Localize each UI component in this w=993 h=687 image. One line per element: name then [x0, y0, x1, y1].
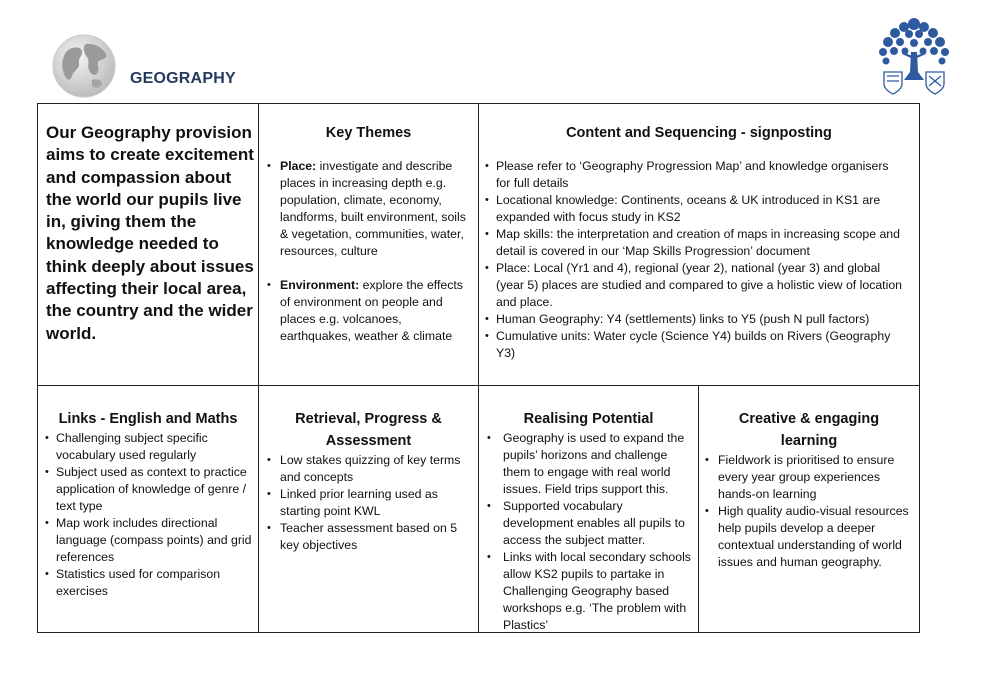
- list-item: [45, 515, 252, 566]
- bullet: •: [705, 454, 709, 466]
- list-item-text: Cumulative units: Water cycle (Science Y4) builds on Rivers (Geography Y3): [496, 329, 891, 360]
- list-item-text: Map skills: the interpretation and creation of maps in increasing scope and detail is covered in our ‘Map Skills Progression’ document: [496, 227, 900, 258]
- page-title: GEOGRAPHY: [130, 70, 236, 87]
- list-item-text: Subject used as context to practice application of knowledge of genre / text type: [56, 465, 247, 513]
- retrieval-list: [259, 452, 478, 554]
- list-item: [45, 464, 252, 515]
- bullet: •: [45, 517, 49, 529]
- list-item: [485, 260, 905, 311]
- list-item: [487, 549, 694, 634]
- list-item-text: Statistics used for comparison exercises: [56, 567, 221, 598]
- bullet: •: [705, 505, 709, 517]
- list-item: [267, 277, 472, 345]
- list-item: [485, 226, 905, 260]
- list-item: [485, 311, 905, 328]
- list-item-text: Locational knowledge: Continents, oceans & UK introduced in KS1 are expanded with focus study in KS2: [496, 193, 881, 224]
- bullet: •: [45, 466, 49, 478]
- list-item: [267, 486, 472, 520]
- bullet: •: [487, 500, 491, 512]
- bullet: •: [485, 313, 489, 325]
- content-sequencing-heading: Content and Sequencing - signposting: [566, 125, 832, 141]
- list-item-text: Please refer to ‘Geography Progression Map’ and knowledge organisers for full details: [496, 159, 889, 190]
- list-item: [705, 452, 913, 503]
- bullet: •: [267, 522, 271, 534]
- list-item: [267, 452, 472, 486]
- list-item-text: Human Geography: Y4 (settlements) links to Y5 (push N pull factors): [496, 312, 870, 326]
- list-item: [485, 158, 905, 192]
- theme-label: Environment:: [280, 278, 360, 292]
- list-item-text: Linked prior learning used as starting point KWL: [280, 487, 438, 518]
- bullet: •: [487, 551, 491, 563]
- list-item: [45, 566, 252, 600]
- potential-list: [479, 430, 698, 634]
- realising-potential-cell: [479, 408, 698, 634]
- list-item: [485, 192, 905, 226]
- bullet: •: [485, 228, 489, 240]
- content-sequencing-list: [479, 158, 919, 362]
- geography-overview-table: [37, 103, 920, 633]
- key-themes-list: [259, 158, 478, 345]
- list-item-text: Links with local secondary schools allow KS2 pupils to partake in Challenging Geography based workshops e.g. ‘The problem with Plastics’: [503, 550, 691, 632]
- list-item-text: Supported vocabulary development enables all pupils to access the subject matter.: [503, 499, 685, 547]
- list-item-text: Place: Local (Yr1 and 4), regional (year 2), national (year 3) and global (year 5) places are studied and compared to give a holistic view of location and place.: [496, 261, 903, 309]
- links-english-maths-cell: [38, 408, 258, 600]
- list-item-text: Geography is used to expand the pupils’ horizons and challenge them to engage with real world issues. Field trips support this.: [503, 431, 685, 496]
- list-item-text: High quality audio-visual resources help pupils develop a deeper contextual understanding of world issues and human geography.: [718, 504, 909, 569]
- bullet: •: [485, 160, 489, 172]
- creative-heading: Creative & engaging learning: [738, 411, 880, 449]
- bullet: •: [485, 194, 489, 206]
- list-item: [267, 520, 472, 554]
- retrieval-heading: Retrieval, Progress & Assessment: [295, 411, 442, 449]
- list-item: [705, 503, 913, 571]
- bullet: •: [267, 279, 271, 291]
- bullet: •: [487, 432, 491, 444]
- list-item-text: Fieldwork is prioritised to ensure every year group experiences hands-on learning: [718, 453, 895, 501]
- list-item: [45, 430, 252, 464]
- list-item-text: Teacher assessment based on 5 key objectives: [280, 521, 458, 552]
- list-item: [267, 158, 472, 260]
- globe-icon: [52, 34, 116, 98]
- theme-label: Place:: [280, 159, 317, 173]
- bullet: •: [485, 330, 489, 342]
- list-item-text: Map work includes directional language (compass points) and grid references: [56, 516, 252, 564]
- retrieval-assessment-cell: [259, 408, 478, 554]
- school-crest-tree-icon: [874, 14, 954, 98]
- potential-heading: Realising Potential: [523, 411, 654, 427]
- content-sequencing-cell: [479, 122, 919, 362]
- bullet: •: [45, 432, 49, 444]
- creative-engaging-cell: [699, 408, 919, 571]
- links-list: [38, 430, 258, 600]
- aims-statement: Our Geography provision aims to create excitement and compassion about the world our pupils live in, giving them the knowledge needed to think deeply about issues affecting their local area, the country and the wider world.: [46, 123, 254, 343]
- list-item: [485, 328, 905, 362]
- theme-text: investigate and describe places in increasing depth e.g. population, climate, economy, landforms, built environment, soils & vegetation, communities, water, resources, culture: [280, 159, 466, 258]
- list-item: [487, 430, 694, 498]
- theme-text: explore the effects of environment on people and places e.g. volcanoes, earthquakes, weather & climate: [280, 278, 463, 343]
- bullet: •: [267, 454, 271, 466]
- list-item: [487, 498, 694, 549]
- bullet: •: [485, 262, 489, 274]
- bullet: •: [267, 488, 271, 500]
- key-themes-heading: Key Themes: [325, 125, 412, 141]
- bullet: •: [45, 568, 49, 580]
- links-heading: Links - English and Maths: [58, 411, 238, 427]
- list-item-text: Challenging subject specific vocabulary used regularly: [56, 431, 208, 462]
- bullet: •: [267, 160, 271, 172]
- creative-list: [699, 452, 919, 571]
- list-item-text: Low stakes quizzing of key terms and concepts: [280, 453, 461, 484]
- key-themes-cell: [259, 122, 478, 345]
